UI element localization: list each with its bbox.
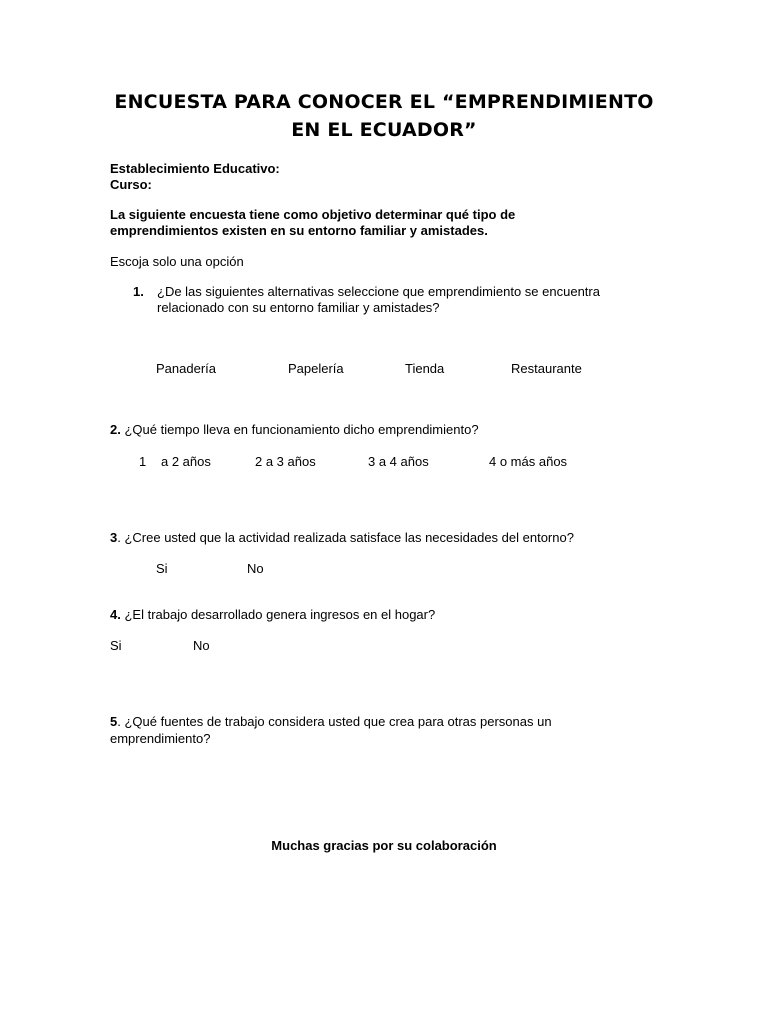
q5-number: 5 bbox=[110, 714, 118, 729]
objective-line-2: emprendimientos existen en su entorno familiar y amistades. bbox=[110, 223, 488, 238]
q1-option-papeleria[interactable]: Papelería bbox=[288, 361, 344, 376]
document-title bbox=[60, 88, 708, 144]
q1-option-tienda[interactable]: Tienda bbox=[405, 361, 445, 376]
q5-question-line-1 bbox=[110, 714, 552, 730]
q3-question bbox=[110, 530, 574, 546]
q1-option-panaderia[interactable]: Panadería bbox=[156, 361, 216, 376]
title-line-1: ENCUESTA PARA CONOCER EL “EMPRENDIMIENTO bbox=[114, 91, 654, 113]
q1-text-line-1: ¿De las siguientes alternativas seleccione que emprendimiento se encuentra bbox=[157, 284, 600, 299]
course-label: Curso: bbox=[110, 177, 152, 192]
q5-text-line-1: . ¿Qué fuentes de trabajo considera usted que crea para otras personas un bbox=[117, 714, 552, 729]
q4-option-no[interactable]: No bbox=[193, 638, 210, 653]
q3-number: 3 bbox=[110, 530, 118, 545]
q1-option-restaurante[interactable]: Restaurante bbox=[511, 361, 582, 376]
objective-line-1: La siguiente encuesta tiene como objetivo determinar qué tipo de bbox=[110, 207, 516, 222]
q5-text-line-2: emprendimiento? bbox=[110, 731, 211, 746]
q1-text-line-2: relacionado con su entorno familiar y amistades? bbox=[157, 300, 440, 315]
q4-question bbox=[110, 607, 435, 623]
q4-option-si[interactable]: Si bbox=[110, 638, 122, 653]
q2-option-2-3-years[interactable]: 2 a 3 años bbox=[255, 454, 316, 469]
q4-number: 4. bbox=[110, 607, 121, 622]
q2-option-3-4-years[interactable]: 3 a 4 años bbox=[368, 454, 429, 469]
q3-option-no[interactable]: No bbox=[247, 561, 264, 576]
q2-option-number-1: 1 bbox=[139, 454, 147, 469]
q4-text: ¿El trabajo desarrollado genera ingresos en el hogar? bbox=[124, 607, 436, 622]
q2-question bbox=[110, 422, 479, 438]
instruction-text: Escoja solo una opción bbox=[110, 254, 244, 269]
q3-option-si[interactable]: Si bbox=[156, 561, 168, 576]
q2-number: 2. bbox=[110, 422, 121, 437]
closing-thanks: Muchas gracias por su colaboración bbox=[271, 838, 497, 853]
school-label: Establecimiento Educativo: bbox=[110, 161, 280, 176]
q2-option-1-2-years[interactable]: a 2 años bbox=[161, 454, 211, 469]
title-line-2: EN EL ECUADOR” bbox=[291, 119, 477, 141]
q3-text: . ¿Cree usted que la actividad realizada satisface las necesidades del entorno? bbox=[117, 530, 574, 545]
q2-text: ¿Qué tiempo lleva en funcionamiento dicho emprendimiento? bbox=[124, 422, 479, 437]
q1-number: 1. bbox=[133, 284, 144, 299]
q2-option-4-plus-years[interactable]: 4 o más años bbox=[489, 454, 568, 469]
